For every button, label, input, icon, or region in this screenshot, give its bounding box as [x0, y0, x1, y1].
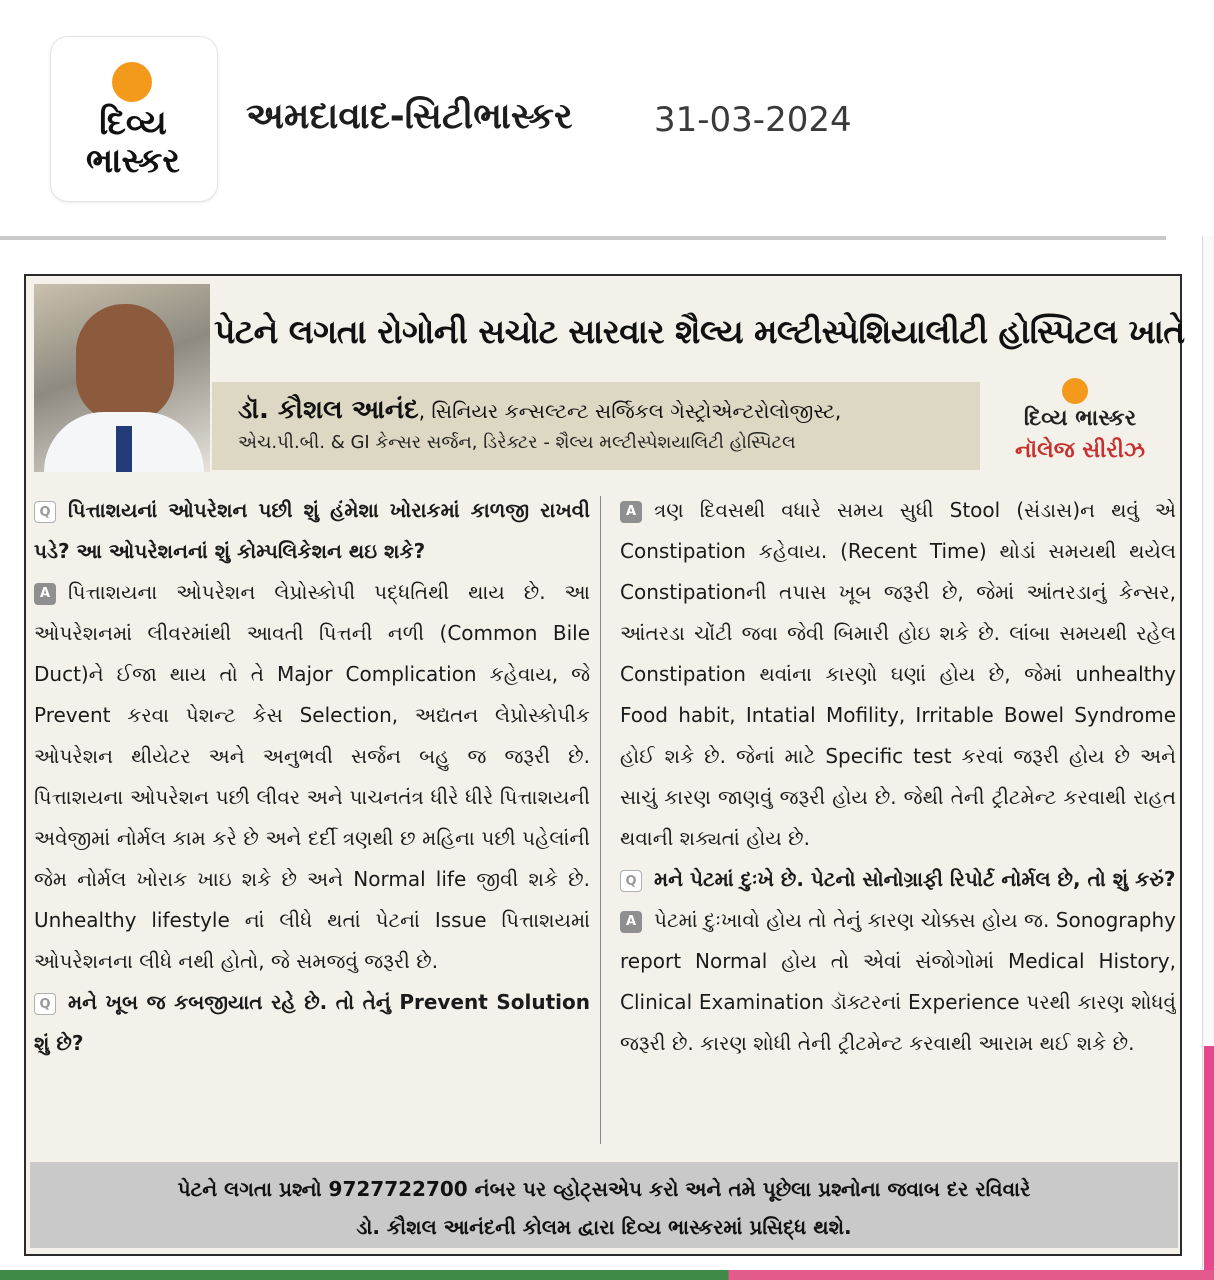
footer-line1: પેટને લગતા પ્રશ્નો 9727722700 નંબર પર વ્હોટ્સએપ કરો અને તમે પૂછેલા પ્રશ્નોના જવાબ દર રવિવારે [177, 1177, 1031, 1201]
brand-series: નૉલેજ સીરીઝ [1015, 438, 1145, 463]
next-item-edge [1204, 1046, 1214, 1272]
edition-date: 31-03-2024 [654, 100, 852, 140]
author-photo [34, 284, 210, 472]
question-badge-icon: Q [34, 501, 56, 523]
article-column-left [34, 490, 590, 1154]
question-badge-icon: Q [620, 870, 642, 892]
author-name: ડૉ. કૌશલ આનંદ [238, 395, 419, 425]
answer-3-text: પેટમાં દુઃખાવો હોય તો તેનું કારણ ચોક્કસ હોય જ. Sonography report Normal હોય તો એવાં સંજોગોમાં Medical History, Clinical Examination ડૉક્ટરનાં Experience પરથી કારણ શોધવું જરૂરી છે. કારણ શોધી તેની ટ્રીટમેન્ટ કરવાથી આરામ થઈ શકે છે. [620, 908, 1176, 1055]
header-divider [0, 236, 1166, 240]
question-2 [34, 982, 590, 1064]
question-3-text: મને પેટમાં દુઃખે છે. પેટનો સોનોગ્રાફી રિપોર્ટ નોર્મલ છે, તો શું કરું? [654, 867, 1176, 891]
answer-3 [620, 900, 1176, 1064]
answer-badge-icon: A [620, 911, 642, 933]
contact-footer [30, 1162, 1178, 1248]
author-line2: એચ.પી.બી. & GI કેન્સર સર્જન, ડિરેક્ટર - શૈલ્ય મલ્ટીસ્પેશયાલિટી હોસ્પિટલ [238, 432, 796, 453]
answer-2 [620, 490, 1176, 859]
article-column-right [620, 490, 1176, 1154]
answer-badge-icon: A [34, 583, 56, 605]
question-2-text: મને ખૂબ જ કબજીયાત રહે છે. તો તેનું Prevent Solution શું છે? [34, 990, 590, 1055]
author-line1 [238, 394, 954, 427]
question-3 [620, 859, 1176, 900]
logo-text-line1: દિવ્ય [99, 103, 167, 143]
footer-line2: ડો. કૌશલ આનંદની કોલમ દ્વારા દિવ્ય ભાસ્કરમાં પ્રસિદ્ધ થશે. [356, 1215, 852, 1239]
question-1 [34, 490, 590, 572]
author-designation: , સિનિયર કન્સલ્ટન્ટ સર્જિકલ ગેસ્ટ્રોએન્ટરોલોજીસ્ટ, [418, 399, 842, 423]
logo-text [54, 104, 212, 180]
question-1-text: પિત્તાશયનાં ઓપરેશન પછી શું હંમેશા ખોરાકમાં કાળજી રાખવી પડે? આ ઓપરેશનનાં શું કોમ્પલિકેશન થઇ શકે? [34, 498, 590, 563]
author-byline [212, 382, 980, 470]
brand-name: દિવ્ય ભાસ્કર [1023, 406, 1137, 431]
sun-icon [112, 62, 152, 102]
logo-text-line2: ભાસ્કર [86, 141, 180, 181]
answer-1 [34, 572, 590, 982]
answer-1-text: પિત્તાશયના ઓપરેશન લેપ્રોસ્કોપી પદ્ધતિથી થાય છે. આ ઓપરેશનમાં લીવરમાંથી આવતી પિત્તની નળી (Common Bile Duct)ને ઈજા થાય તો તે Major Complication કહેવાય, જે Prevent કરવા પેશન્ટ કેસ Selection, અદ્યતન લેપ્રોસ્કોપીક ઓપરેશન થીયેટર અને અનુભવી સર્જન બહુ જ જરૂરી છે. પિત્તાશયના ઓપરેશન પછી લીવર અને પાચનતંત્ર ધીરે ધીરે પિત્તાશયની અવેજીમાં નોર્મલ કામ કરે છે અને દર્દી ત્રણથી છ મહિના પછી પહેલાંની જેમ નોર્મલ ખોરાક ખાઇ શકે છે અને Normal life જીવી શકે છે. Unhealthy lifestyle નાં લીધે થતાં પેટનાં Issue પિત્તાશયમાં ઓપરેશનના લીધે નથી હોતો, જે સમજવું જરૂરી છે. [34, 580, 590, 973]
answer-2-text: ત્રણ દિવસથી વધારે સમય સુધી Stool (સંડાસ)ન થવું એ Constipation કહેવાય. (Recent Time) થોડાં સમયથી થયેલ Constipationની તપાસ ખૂબ જરૂરી છે, જેમાં આંતરડાનું કેન્સર, આંતરડા ચોંટી જવા જેવી બિમારી હોઇ શકે છે. લાંબા સમયથી રહેલ Constipation થવાંના કારણો ઘણાં હોય છે, જેમાં unhealthy Food habit, Intatial Mofility, Irritable Bowel Syndrome હોઈ શકે છે. જેનાં માટે Specific test કરવાં જરૂરી હોય છે અને સાચું કારણ જાણવું જરૂરી હોય છે. જેથી તેની ટ્રીટમેન્ટ કરવાથી રાહત થવાની શક્યતાં હોય છે. [620, 498, 1176, 850]
bottom-color-bar [0, 1270, 1214, 1280]
column-divider [600, 496, 601, 1144]
edition-title: અમદાવાદ-સિટીભાસ્કર [246, 96, 573, 137]
question-badge-icon: Q [34, 993, 56, 1015]
answer-badge-icon: A [620, 501, 642, 523]
brand-sun-icon [1062, 378, 1088, 404]
photo-head [76, 304, 174, 422]
article-title: પેટને લગતા રોગોની સચોટ સારવાર શૈલ્ય મલ્ટીસ્પેશિયાલીટી હોસ્પિટલ ખાતે [214, 312, 1185, 351]
photo-tie [116, 426, 132, 472]
